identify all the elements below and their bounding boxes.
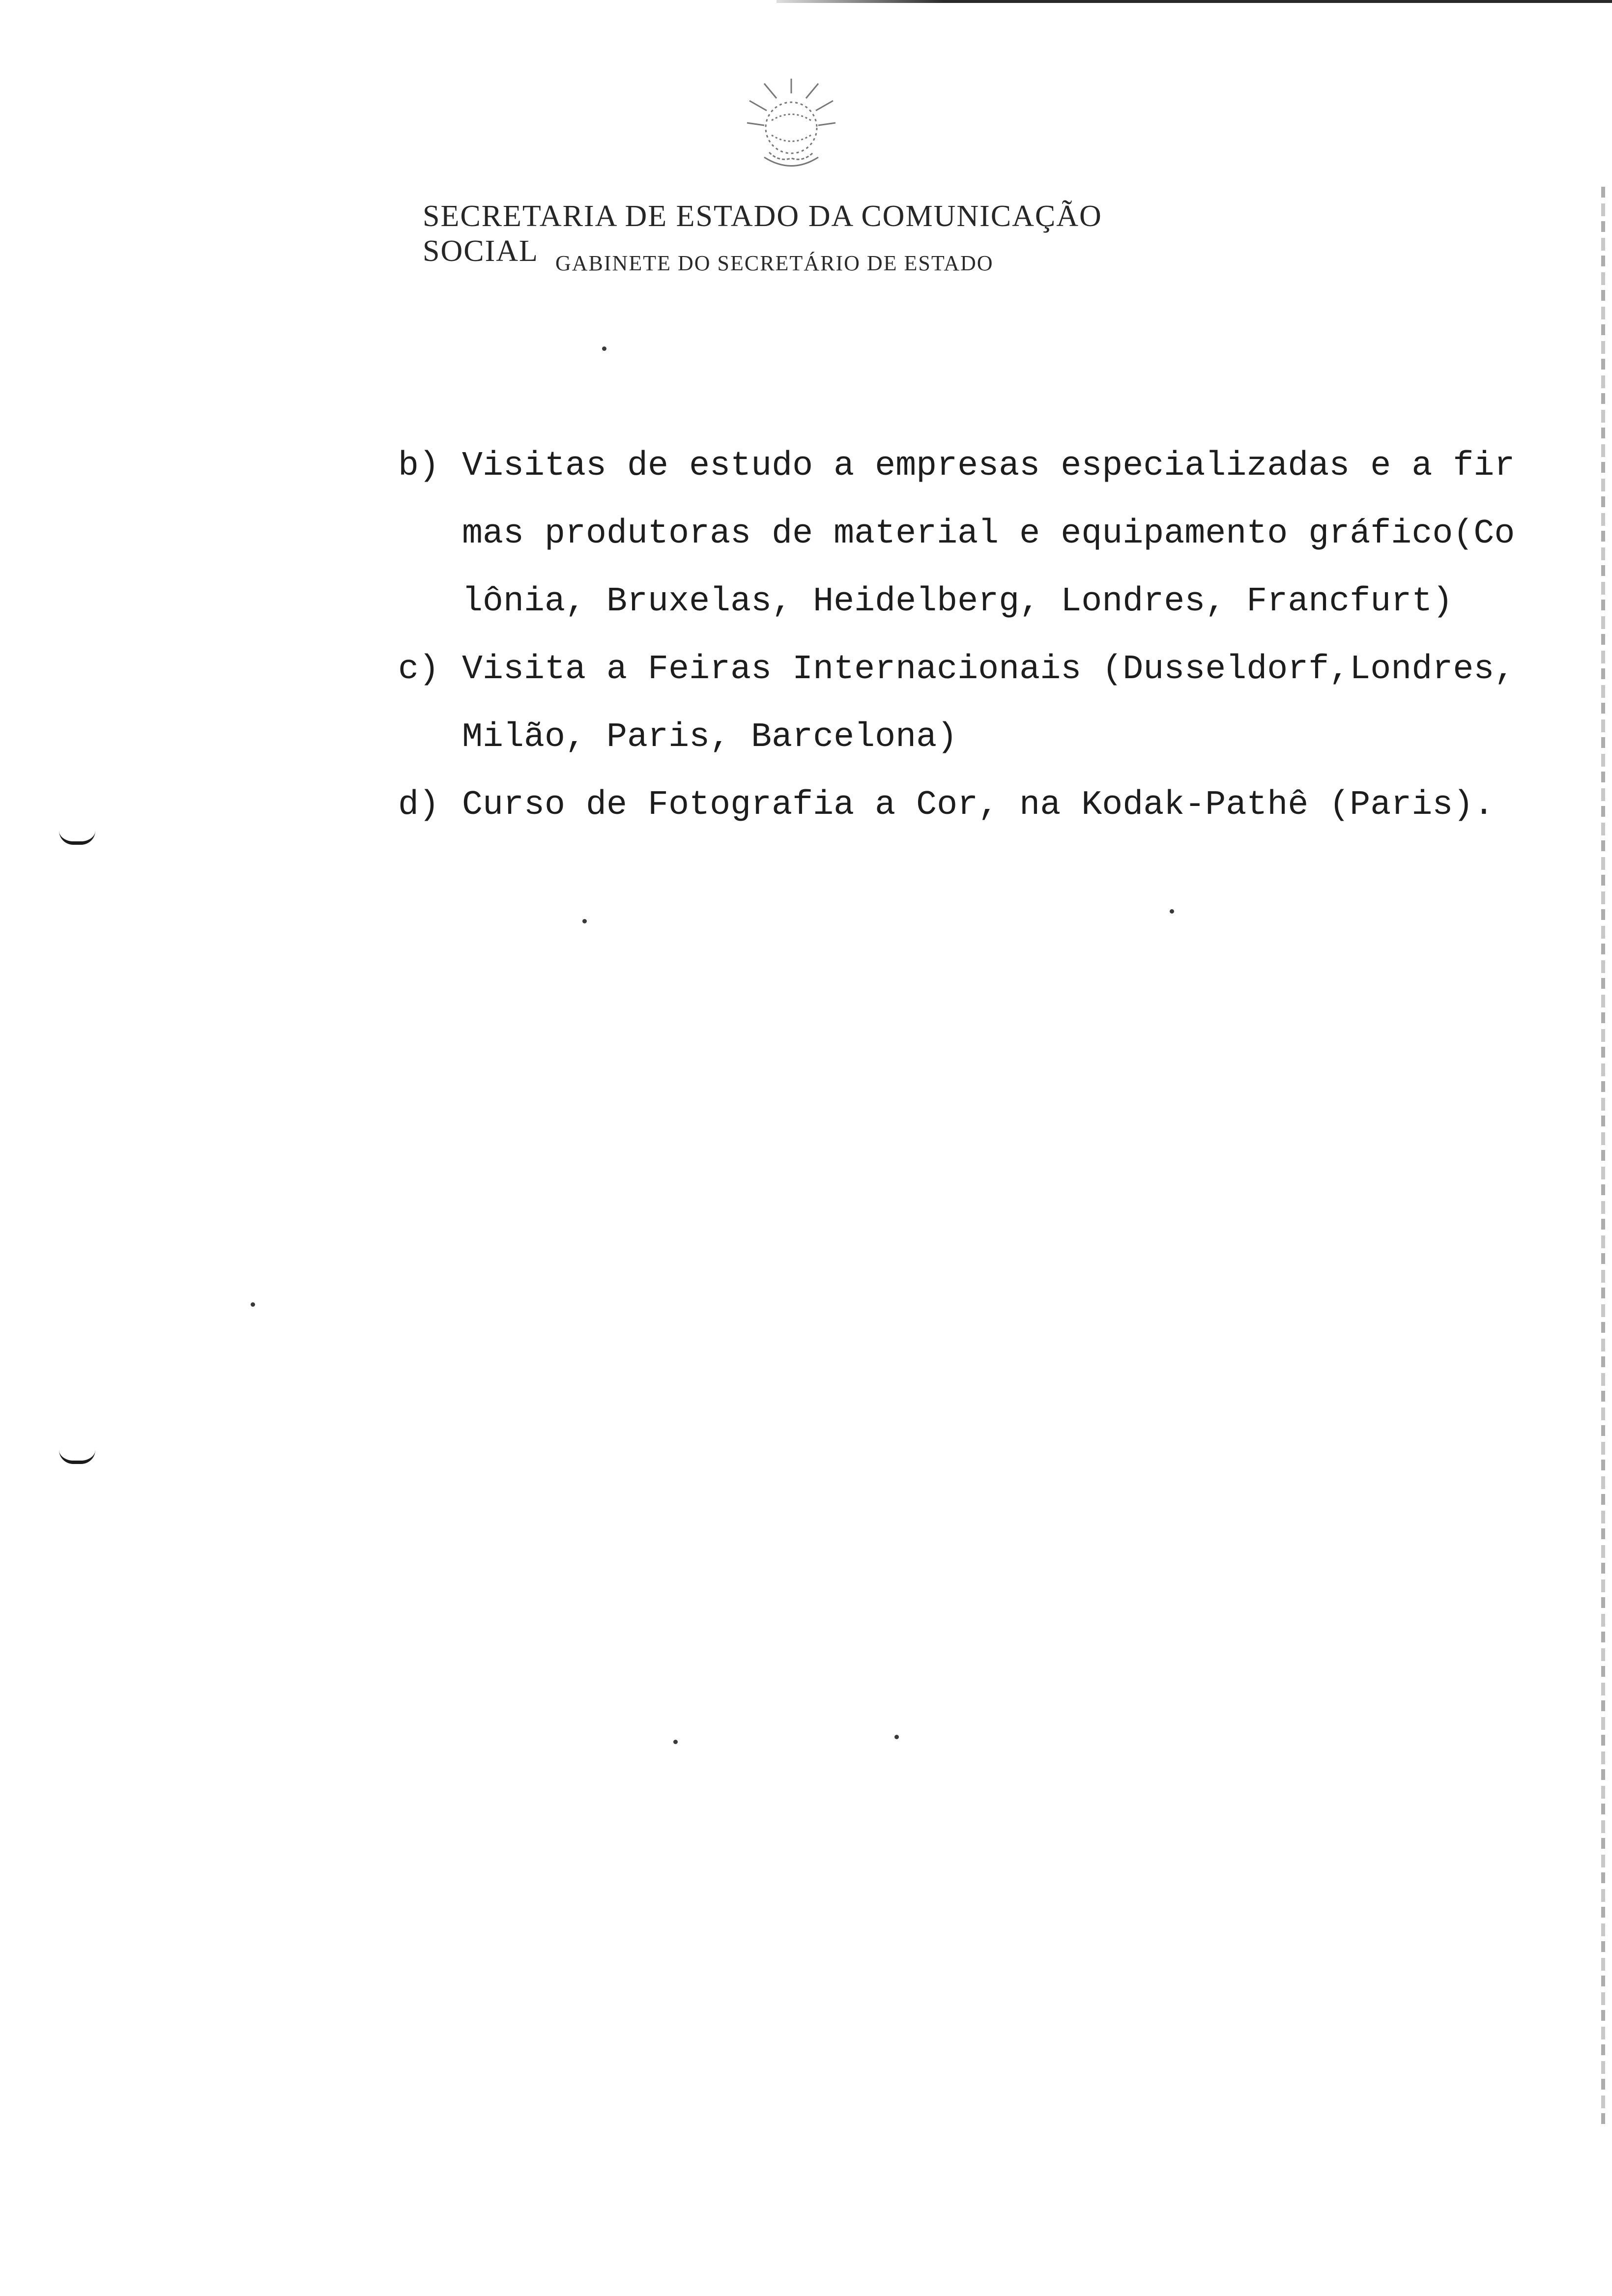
- scan-speck: [582, 919, 587, 923]
- header-title: SECRETARIA DE ESTADO DA COMUNICAÇÃO SOCIAL: [423, 200, 1102, 268]
- list-item-marker: d): [398, 786, 440, 825]
- list-item-line: Visitas de estudo a empresas especializadas e a fir: [462, 447, 1515, 486]
- top-edge-line: [777, 0, 1612, 3]
- scan-speck: [673, 1740, 678, 1744]
- list-item-line: mas produtoras de material e equipamento gráfico(Co: [462, 515, 1515, 553]
- list-item-marker: b): [398, 447, 440, 486]
- header-subtitle: GABINETE DO SECRETÁRIO DE ESTADO: [555, 251, 994, 275]
- list-item-line: Milão, Paris, Barcelona): [462, 718, 958, 757]
- item-list: [398, 432, 1515, 839]
- scan-speck: [1170, 909, 1174, 914]
- coat-of-arms-seal: [718, 74, 865, 177]
- scan-speck: [894, 1735, 899, 1739]
- list-item-c: [398, 636, 1515, 772]
- list-item-line: Visita a Feiras Internacionais (Dusseldorf,Londres,: [462, 650, 1515, 689]
- list-item-b: [398, 432, 1515, 636]
- list-item-marker: c): [398, 650, 440, 689]
- right-margin-scan-edge: [1601, 187, 1605, 2128]
- scan-speck: [602, 346, 606, 351]
- list-item-line: lônia, Bruxelas, Heidelberg, Londres, Francfurt): [462, 582, 1453, 621]
- binding-hole-mark: [59, 831, 95, 845]
- scan-speck: [251, 1302, 255, 1307]
- list-item-line: Curso de Fotografia a Cor, na Kodak-Pathê (Paris).: [462, 786, 1495, 825]
- binding-hole-mark: [59, 1450, 95, 1464]
- list-item-d: [398, 772, 1509, 839]
